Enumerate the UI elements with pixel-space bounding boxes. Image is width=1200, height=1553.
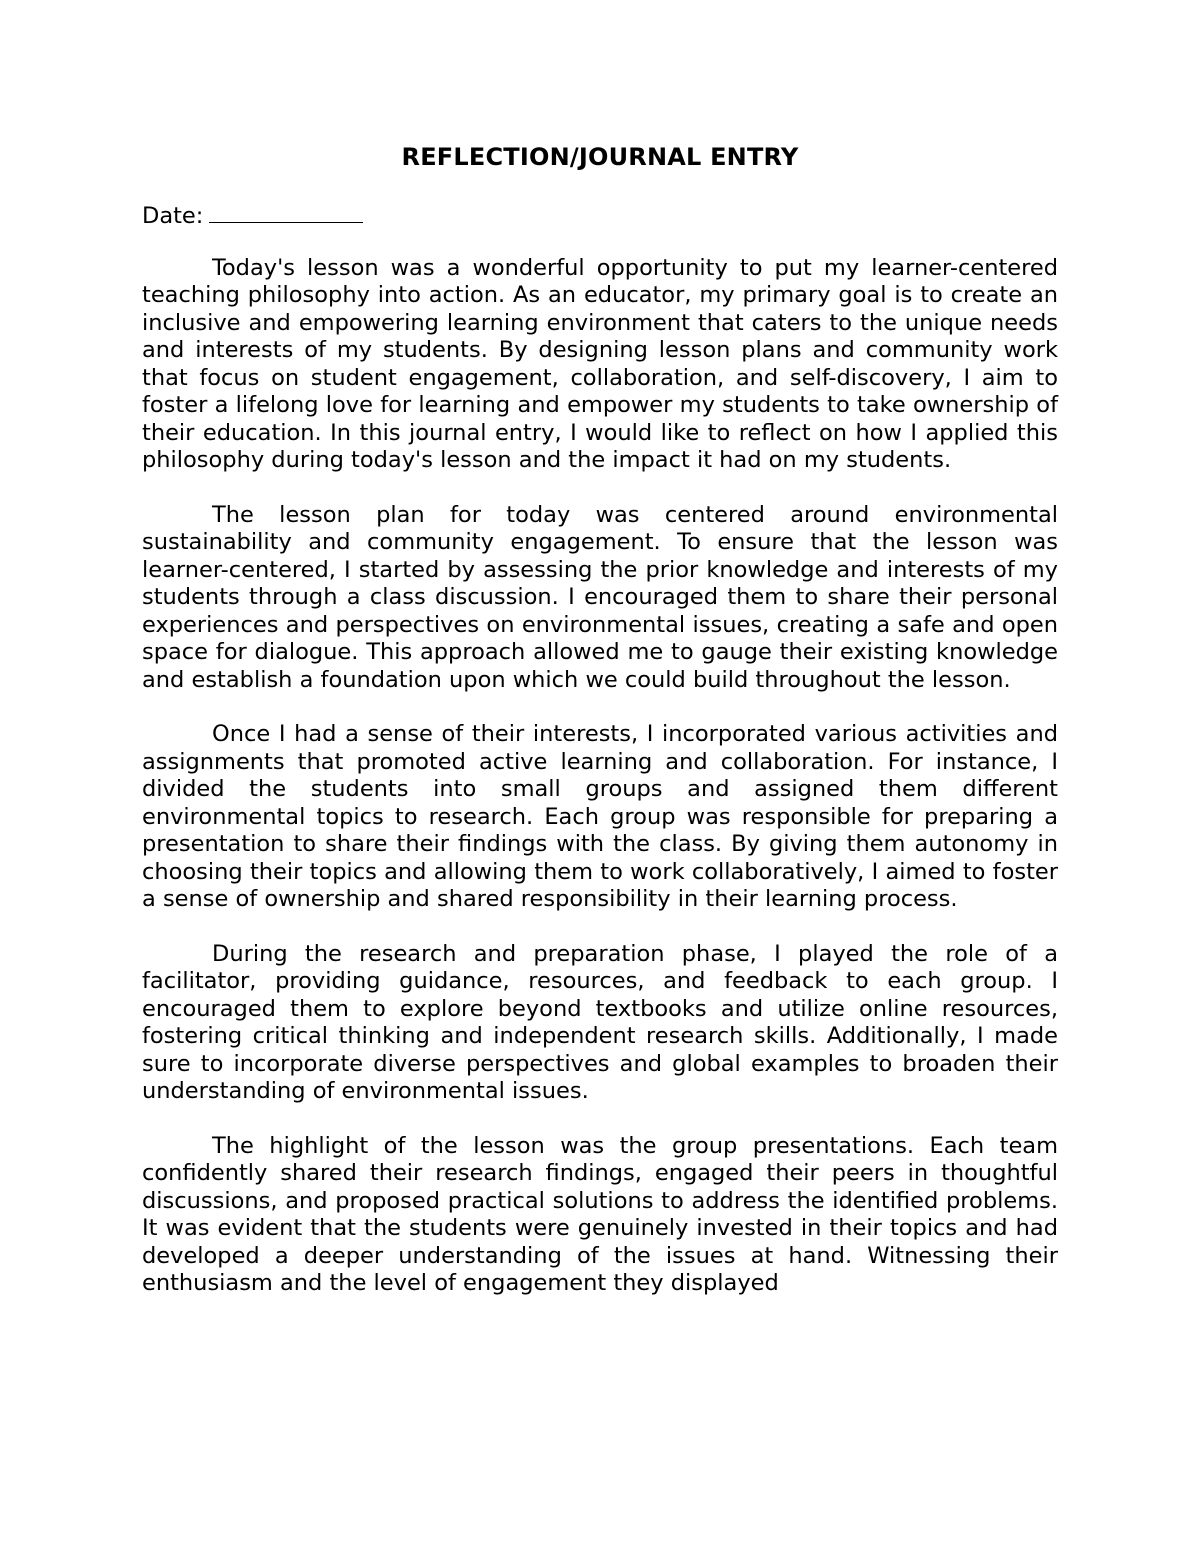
paragraph-1: Today's lesson was a wonderful opportunity to put my learner-centered teaching philosophy into action. As an educator, my primary goal is to create an inclusive and empowering learning environment that caters to the unique needs and interests of my students. By designing lesson plans and community work that focus on student engagement, collaboration, and self-discovery, I aim to foster a lifelong love for learning and empower my students to take ownership of their education. In this journal entry, I would like to reflect on how I applied this philosophy during today's lesson and the impact it had on my students. [142,254,1058,473]
date-blank-field [209,200,363,223]
paragraph-4: During the research and preparation phase, I played the role of a facilitator, providing guidance, resources, and feedback to each group. I encouraged them to explore beyond textbooks and utilize online resources, fostering critical thinking and independent research skills. Additionally, I made sure to incorporate diverse perspectives and global examples to broaden their understanding of environmental issues. [142,940,1058,1104]
paragraph-3: Once I had a sense of their interests, I incorporated various activities and assignments that promoted active learning and collaboration. For instance, I divided the students into small groups and assigned them different environmental topics to research. Each group was responsible for preparing a presentation to share their findings with the class. By giving them autonomy in choosing their topics and allowing them to work collaboratively, I aimed to foster a sense of ownership and shared responsibility in their learning process. [142,721,1058,912]
document-page [142,140,1058,1325]
date-line [142,200,1058,231]
paragraph-2: The lesson plan for today was centered around environmental sustainability and community engagement. To ensure that the lesson was learner-centered, I started by assessing the prior knowledge and interests of my students through a class discussion. I encouraged them to share their personal experiences and perspectives on environmental issues, creating a safe and open space for dialogue. This approach allowed me to gauge their existing knowledge and establish a foundation upon which we could build throughout the lesson. [142,501,1058,693]
paragraph-5: The highlight of the lesson was the group presentations. Each team confidently shared their research findings, engaged their peers in thoughtful discussions, and proposed practical solutions to address the identified problems. It was evident that the students were genuinely invested in their topics and had developed a deeper understanding of the issues at hand. Witnessing their enthusiasm and the level of engagement they displayed [142,1132,1058,1296]
document-title: REFLECTION/JOURNAL ENTRY [401,143,799,171]
date-label: Date: [142,203,204,229]
